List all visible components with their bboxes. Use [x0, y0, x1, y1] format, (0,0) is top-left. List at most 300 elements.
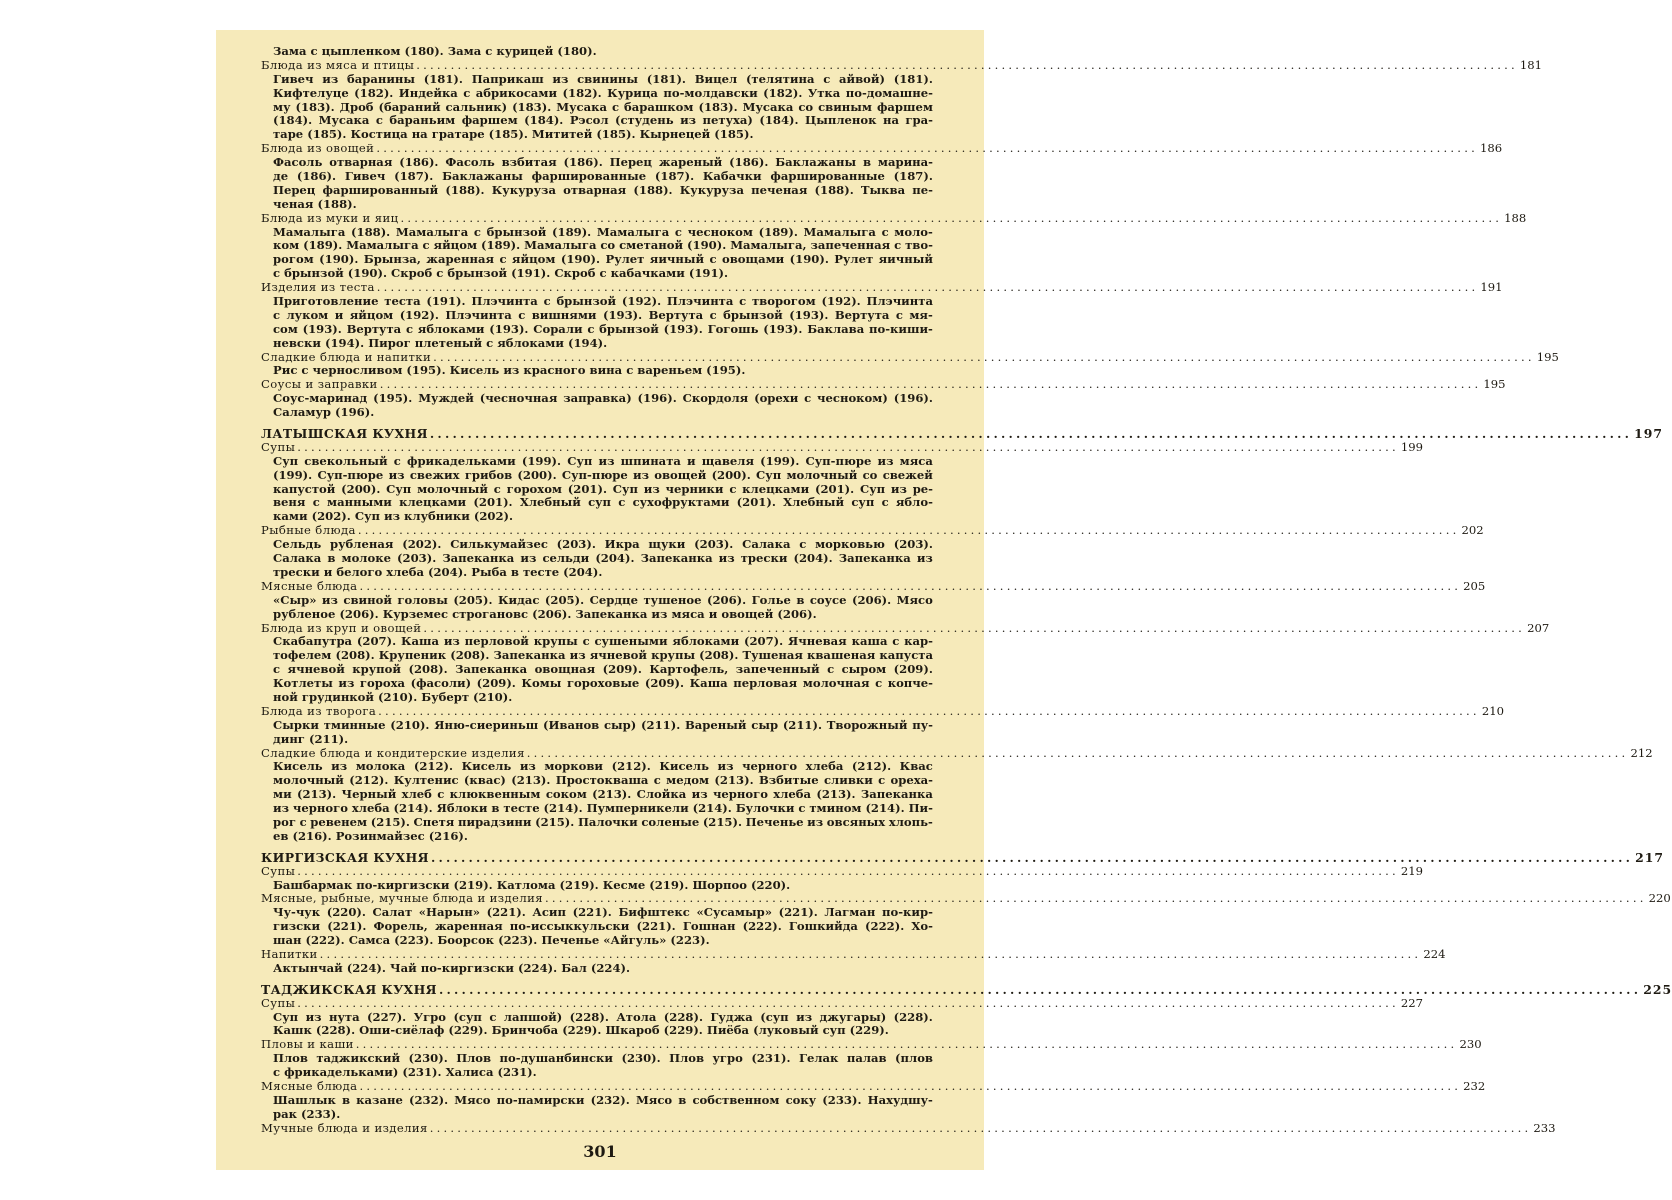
word: Мамалыга	[273, 224, 346, 239]
word: казане	[356, 1092, 403, 1107]
word: с	[823, 71, 831, 86]
word: соком	[545, 787, 587, 802]
word: (230).	[621, 1051, 661, 1066]
word: (суп	[760, 1009, 789, 1024]
entry-title: Блюда из мяса и птицы	[261, 57, 415, 72]
word: тмином	[809, 801, 862, 816]
dot-leader: ................................................................................................................................................................	[297, 995, 1399, 1010]
word: брынзой	[599, 321, 659, 336]
recipe-list-line	[261, 788, 933, 802]
word: Кисель	[273, 759, 323, 774]
recipe-list-line	[261, 677, 933, 691]
word: (190).	[687, 238, 727, 253]
recipe-list-line	[261, 538, 933, 552]
word: (232).	[408, 1092, 449, 1107]
word: овощами	[722, 252, 785, 267]
entry-page: 199	[1400, 439, 1424, 454]
word: (205).	[544, 592, 585, 607]
word: яблоками	[417, 321, 485, 336]
word: (бараний	[378, 99, 441, 114]
word: хлеба	[805, 759, 844, 774]
word: гизски	[273, 919, 321, 934]
word: айвой)	[839, 71, 886, 86]
recipe-list-line: Зама с цыпленком (180). Зама с курицей (180).	[273, 43, 597, 58]
word: с	[881, 495, 889, 510]
word: пирадзини	[457, 814, 532, 829]
chapter-heading	[261, 981, 1672, 997]
word: (209).	[476, 676, 516, 691]
word: свекольный	[304, 453, 388, 468]
word: горохом	[506, 481, 563, 496]
word: Мясо	[454, 1092, 491, 1107]
word: тушеное	[643, 592, 702, 607]
word: (214).	[692, 801, 732, 816]
word: свиной	[343, 592, 392, 607]
recipe-list-line	[261, 323, 933, 337]
word: с	[437, 787, 445, 802]
word: (212).	[413, 759, 454, 774]
word: из	[519, 759, 536, 774]
entry-page: 219	[1400, 863, 1424, 878]
entry-title: Мясные, рыбные, мучные блюда и изделия	[261, 891, 543, 906]
word: крупой	[352, 662, 401, 677]
word: с	[299, 814, 307, 829]
entry-title: Блюда из овощей	[261, 141, 375, 156]
entry-page: 195	[1536, 349, 1559, 364]
word: из	[643, 481, 660, 496]
word: яблоками	[672, 634, 740, 649]
word: Запеканка	[442, 551, 515, 566]
word: Мамалыга,	[730, 238, 807, 253]
word: «Сыр»	[273, 592, 317, 607]
recipe-list-line	[261, 73, 933, 87]
word: Черный	[341, 787, 397, 802]
word: заправка)	[563, 391, 632, 406]
word: (203).	[694, 537, 734, 552]
entry-title: Сладкие блюда и кондитерские изделия	[261, 745, 525, 760]
recipe-list-line	[261, 392, 933, 406]
recipe-list-line: Кашк (228). Оши-сиёлаф (229). Бринчоба (229). Шкароб (229). Пиёба (луковый суп (229).	[273, 1023, 889, 1038]
word: соусе	[809, 592, 847, 607]
word: (222).	[742, 919, 782, 934]
recipe-list-line: с фрикадельками) (231). Халиса (231).	[273, 1065, 537, 1080]
word: творогом	[752, 294, 816, 309]
word: тво-	[905, 238, 933, 253]
word: молочный	[417, 481, 488, 496]
entry-page: 181	[1519, 57, 1543, 72]
recipe-list-line	[261, 226, 933, 240]
section-heading	[261, 377, 1506, 392]
word: (193).	[302, 321, 342, 336]
word: Булочки	[735, 801, 795, 816]
word: с	[499, 252, 507, 267]
word: (232).	[590, 1092, 630, 1107]
section-heading	[261, 439, 1424, 455]
word: Перец	[273, 182, 316, 197]
word: (189).	[303, 238, 343, 253]
recipe-list-line	[261, 483, 933, 497]
word: с	[312, 495, 320, 510]
word: жареный	[658, 155, 723, 170]
word: из	[552, 71, 569, 86]
word: (202).	[402, 537, 442, 552]
section-heading	[261, 1079, 1486, 1094]
entry-title: Соусы и заправки	[261, 377, 378, 392]
word: в	[341, 1092, 351, 1107]
word: Цыпленок	[805, 113, 877, 128]
word: абрикосами	[475, 85, 558, 100]
word: (210).	[390, 717, 430, 732]
word: Каша	[689, 676, 728, 691]
section-heading	[261, 703, 1504, 719]
word: Перец	[609, 155, 652, 170]
word: молока	[355, 759, 406, 774]
recipe-list-line: рак (233).	[273, 1106, 341, 1121]
entry-title: Пловы и каши	[261, 1037, 354, 1052]
word: сметаной	[619, 238, 684, 253]
word: (184).	[759, 113, 799, 128]
recipe-list-line	[261, 1011, 933, 1025]
word: из	[569, 648, 586, 663]
word: Индейка	[398, 85, 458, 100]
word: брынзой	[486, 224, 547, 239]
word: с	[463, 85, 471, 100]
word: свежих	[409, 467, 460, 482]
word: с	[799, 537, 807, 552]
word: (чесночная	[479, 391, 558, 406]
word: (220).	[326, 905, 366, 920]
word: с	[827, 662, 835, 677]
word: молочный	[273, 773, 344, 788]
word: (211).	[782, 717, 823, 732]
word: (суп	[453, 1009, 482, 1024]
section-heading	[261, 745, 1653, 761]
word: (190).	[789, 252, 829, 267]
word: (орехи	[754, 391, 799, 406]
entry-title: Мясные блюда	[261, 578, 358, 593]
word: с	[393, 453, 401, 468]
section-heading	[261, 578, 1486, 594]
word: (200).	[517, 467, 557, 482]
word: Суп	[273, 453, 299, 468]
word: с	[674, 224, 682, 239]
word: баранины	[346, 71, 416, 86]
word: Суп-пюре	[561, 467, 628, 482]
word: марина-	[877, 155, 933, 170]
word: из	[916, 551, 933, 566]
word: сухофруктами	[632, 495, 730, 510]
word: хлопь-	[888, 814, 933, 829]
recipe-list-line	[261, 760, 933, 774]
word: щавеля	[701, 453, 755, 468]
word: де	[273, 169, 289, 183]
recipe-list-line: невски (194). Пирог плетеный с яблоками (194).	[273, 335, 608, 350]
word: из	[321, 592, 338, 607]
word: (212).	[349, 773, 389, 788]
section-heading	[261, 349, 1559, 365]
entry-page: 186	[1479, 141, 1503, 156]
word: (181).	[423, 71, 463, 86]
word: с	[739, 294, 747, 309]
word: Взбитые	[758, 773, 819, 788]
word: (207).	[744, 634, 784, 649]
dot-leader: ................................................................................................................................................................	[400, 210, 1503, 225]
word: соленые	[641, 814, 700, 829]
word: из	[632, 467, 649, 482]
word: молоке	[341, 551, 391, 566]
word: из	[807, 814, 824, 829]
word: (студень	[615, 113, 674, 128]
word: Рулет	[834, 252, 874, 267]
recipe-list-line	[261, 469, 933, 483]
word: сом	[273, 321, 298, 336]
word: Запеканка	[640, 551, 713, 566]
word: (228).	[569, 1009, 609, 1024]
word: (201).	[567, 481, 608, 496]
word: Нахудшу-	[867, 1092, 933, 1107]
word: с	[892, 634, 900, 649]
word: (195).	[373, 391, 413, 406]
word: с	[729, 481, 737, 496]
word: Суп	[273, 1009, 299, 1024]
recipe-list-line: ками (202). Суп из клубники (202).	[273, 509, 514, 524]
word: (183).	[512, 99, 552, 114]
word: (188).	[814, 182, 854, 197]
word: Запеканка	[493, 648, 566, 663]
recipe-list-line	[261, 663, 933, 677]
word: (211).	[641, 717, 681, 732]
recipe-list-line	[261, 774, 933, 788]
section-heading	[261, 1120, 1556, 1136]
word: (186).	[729, 155, 769, 170]
word: Запеканка	[455, 662, 528, 677]
word: (214).	[393, 801, 433, 816]
word: (221).	[636, 919, 676, 934]
word: Вертута	[834, 307, 890, 322]
word: капуста	[879, 648, 933, 663]
word: Суп-пюре	[317, 467, 384, 482]
word: фаршированные	[531, 169, 647, 183]
word: Гошкийда	[788, 919, 858, 934]
word: Гелак	[798, 1051, 839, 1066]
word: Кукуруза	[491, 182, 556, 197]
word: (233).	[822, 1092, 862, 1107]
word: хлеба	[351, 801, 390, 816]
word: палав	[846, 1051, 887, 1066]
word: Фасоль	[445, 155, 495, 170]
section-heading	[261, 1037, 1482, 1052]
word: (181).	[893, 71, 933, 86]
word: с	[587, 321, 595, 336]
word: Утка	[807, 85, 841, 100]
word: моркови	[544, 759, 604, 774]
word: (221).	[572, 905, 612, 920]
word: (Иванов	[542, 717, 600, 732]
word: Мамалыга	[346, 238, 419, 253]
word: ревенем	[310, 814, 368, 829]
entry-page: 191	[1480, 280, 1503, 295]
word: Запеканка	[838, 551, 911, 566]
word: в	[327, 551, 336, 566]
word: (200).	[711, 467, 751, 482]
entry-page: 205	[1463, 578, 1486, 593]
word: Суп	[612, 481, 638, 496]
section-heading	[261, 523, 1484, 538]
chapter-heading	[261, 426, 1663, 442]
word: (193).	[663, 321, 703, 336]
word: крупы	[651, 648, 696, 663]
word: Паприкаш	[471, 71, 544, 86]
word: Мусака	[742, 99, 794, 114]
word: Кисель	[461, 759, 512, 774]
word: Шашлык	[273, 1092, 336, 1107]
entry-page: 224	[1423, 946, 1446, 961]
word: с	[543, 294, 551, 309]
word: Баклава	[807, 321, 865, 336]
word: Котлеты	[273, 676, 333, 691]
word: собственном	[692, 1092, 780, 1107]
word: мяса	[899, 453, 933, 468]
word: гороховые	[566, 676, 640, 691]
word: (221).	[327, 919, 367, 934]
word: головы	[397, 592, 448, 607]
word: (228).	[893, 1009, 933, 1024]
word: по-кир-	[881, 905, 933, 920]
word: му	[273, 99, 291, 114]
word: Палочки	[577, 814, 638, 829]
entry-title: Блюда из круп и овощей	[261, 620, 422, 635]
word: петуха)	[702, 113, 753, 128]
word: Чу-чук	[273, 905, 321, 920]
word: (184).	[273, 113, 313, 128]
recipe-list-line	[261, 906, 933, 920]
word: (191).	[426, 294, 466, 309]
word: из	[273, 801, 289, 816]
word: клецками	[399, 495, 467, 510]
word: молочный	[786, 467, 858, 482]
word: из	[718, 551, 735, 566]
word: (182).	[562, 85, 602, 100]
word: из	[796, 1009, 813, 1024]
word: перловой	[464, 634, 529, 649]
entry-title: Супы	[261, 995, 296, 1010]
word: (213).	[511, 773, 551, 788]
dot-leader: ................................................................................................................................................................	[439, 981, 1642, 997]
recipe-list-line	[261, 239, 933, 253]
word: Хлебный	[783, 495, 845, 510]
word: с	[273, 307, 281, 322]
word: (214).	[543, 801, 583, 816]
word: Ячневая	[788, 634, 847, 649]
word: с	[894, 238, 902, 253]
entry-page: 197	[1634, 426, 1663, 442]
entry-page: 217	[1635, 849, 1665, 865]
word: суп	[588, 495, 612, 510]
word: (187).	[654, 169, 695, 183]
word: Лагман	[824, 905, 876, 920]
word: луком	[286, 307, 329, 322]
word: Кисель	[659, 759, 709, 774]
word: (186).	[399, 155, 439, 170]
dot-leader: ................................................................................................................................................................	[526, 745, 1629, 760]
word: с	[653, 773, 661, 788]
section-heading	[261, 57, 1543, 73]
word: свиным	[818, 99, 872, 114]
word: Плэчинта	[471, 294, 538, 309]
word: хлеб	[401, 787, 432, 802]
word: яйцом	[349, 307, 394, 322]
word: ячневой	[589, 648, 647, 663]
word: Печенье	[745, 814, 804, 829]
word: (186).	[563, 155, 603, 170]
word: Яблоки	[436, 801, 488, 816]
word: (192).	[821, 294, 861, 309]
word: Мусака	[556, 99, 607, 114]
word: (206).	[706, 592, 747, 607]
word: Суп	[756, 467, 782, 482]
recipe-list-line	[261, 635, 933, 649]
dot-leader: ................................................................................................................................................................	[429, 426, 1633, 442]
word: (213).	[297, 787, 337, 802]
recipe-list-line: рубленое (206). Курземес строгановс (206). Запеканка из мяса и овощей (206).	[273, 606, 817, 621]
word: (квас)	[463, 773, 506, 788]
entry-title: Напитки	[261, 946, 318, 961]
dot-leader: ................................................................................................................................................................	[379, 377, 1482, 392]
dot-leader: ................................................................................................................................................................	[378, 703, 1480, 718]
entry-page: 195	[1483, 377, 1506, 392]
word: Голье	[751, 592, 791, 607]
recipe-list-line	[261, 156, 933, 170]
recipe-list-line: Башбармак по-киргизски (219). Катлома (219). Кесме (219). Шорпоо (220).	[273, 877, 791, 892]
word: фаршем	[461, 113, 518, 128]
word: (230).	[408, 1051, 448, 1066]
word: нута	[328, 1009, 360, 1024]
word: (221).	[486, 905, 526, 920]
dot-leader: ................................................................................................................................................................	[423, 620, 1526, 635]
word: Сельдь	[273, 537, 322, 552]
word: яичный	[649, 252, 705, 267]
word: в	[862, 155, 872, 170]
dot-leader: ................................................................................................................................................................	[355, 1037, 1458, 1052]
word: (188).	[445, 182, 485, 197]
word: фаршированный	[322, 182, 439, 197]
word: жаренная	[426, 252, 495, 267]
word: Крупеник	[378, 648, 447, 663]
word: тесте	[503, 801, 540, 816]
word: барашком	[623, 99, 694, 114]
word: (186).	[296, 169, 337, 183]
word: Сорали	[533, 321, 583, 336]
word: (199).	[273, 467, 313, 482]
entry-title: КИРГИЗСКАЯ КУХНЯ	[261, 849, 429, 865]
word: Асип	[532, 905, 566, 920]
section-heading	[261, 863, 1424, 879]
word: Гуджа	[710, 1009, 753, 1024]
recipe-list-line	[261, 594, 933, 608]
word: (228).	[663, 1009, 703, 1024]
word: Мамалыга	[596, 224, 670, 239]
dot-leader: ................................................................................................................................................................	[297, 863, 1399, 878]
word: Запеканка	[860, 787, 933, 802]
word: Гошнан	[682, 919, 736, 934]
recipe-list-line	[261, 552, 933, 566]
word: Мамалыга	[803, 224, 876, 239]
dot-leader: ................................................................................................................................................................	[433, 349, 1535, 364]
word: (199).	[760, 453, 800, 468]
word: Муждей	[418, 391, 474, 406]
word: теста	[384, 294, 421, 309]
word: по-душанбински	[499, 1051, 614, 1066]
